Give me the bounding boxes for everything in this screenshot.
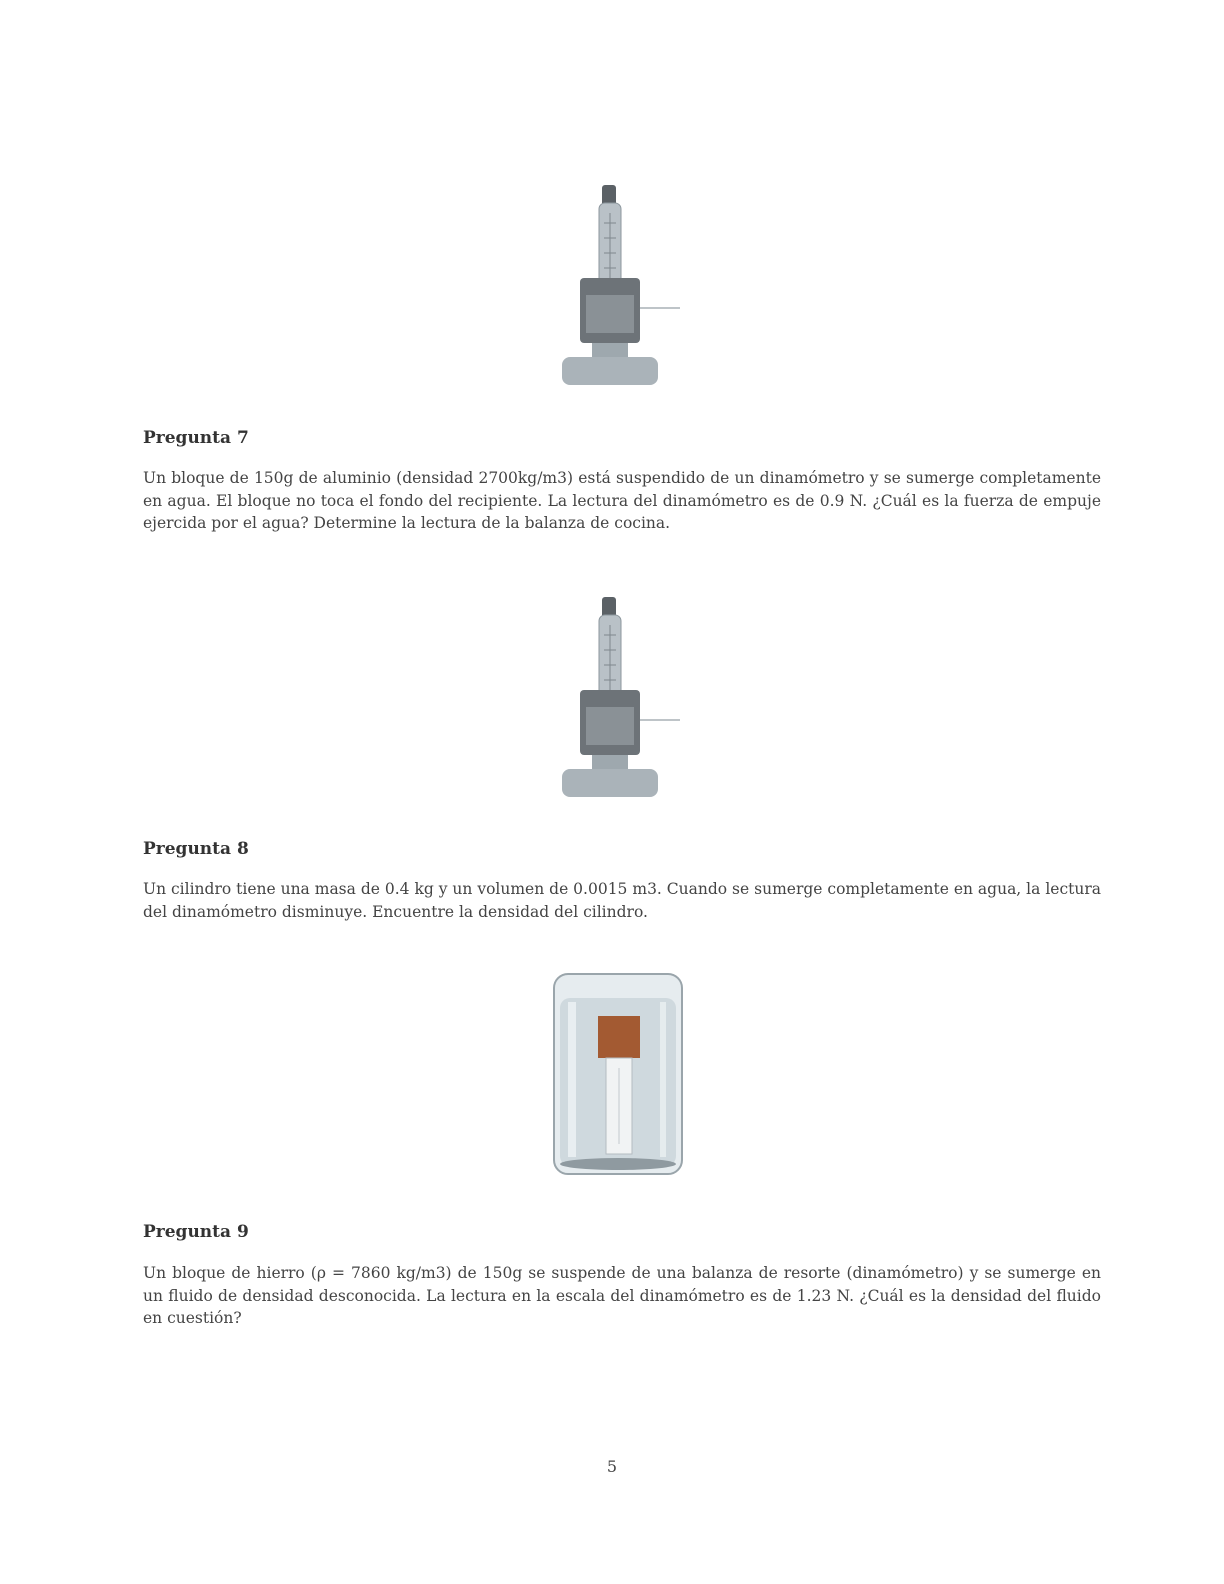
- spring-scale-figure-2: [556, 595, 686, 803]
- spring-scale-figure-1: [556, 183, 686, 391]
- question-text: Un bloque de hierro (ρ = 7860 kg/m3) de 150g se suspende de una balanza de resorte (dinamómetro) y se sumerge en un fluido de densidad desconocida. La lectura en la escala del dinamómetro es de 1.23 N. ¿Cuál es la densidad del fluido en cuestión?: [143, 1264, 1101, 1327]
- question-text: Un cilindro tiene una masa de 0.4 kg y un volumen de 0.0015 m3. Cuando se sumerge completamente en agua, la lectura del dinamómetro disminuye. Encuentre la densidad del cilindro.: [143, 880, 1101, 921]
- question-heading: Pregunta 7: [143, 428, 249, 448]
- question-text: Un bloque de 150g de aluminio (densidad 2700kg/m3) está suspendido de un dinamómetro y se sumerge completamente en agua. El bloque no toca el fondo del recipiente. La lectura del dinamómetro es de 0.9 N. ¿Cuál es la fuerza de empuje ejercida por el agua? Determine la lectura de la balanza de cocina.: [143, 469, 1101, 532]
- beaker-with-cylinder-figure: [548, 972, 688, 1180]
- question-heading: Pregunta 9: [143, 1222, 249, 1242]
- question-heading: Pregunta 8: [143, 839, 249, 859]
- page-number: 5: [606, 1457, 618, 1476]
